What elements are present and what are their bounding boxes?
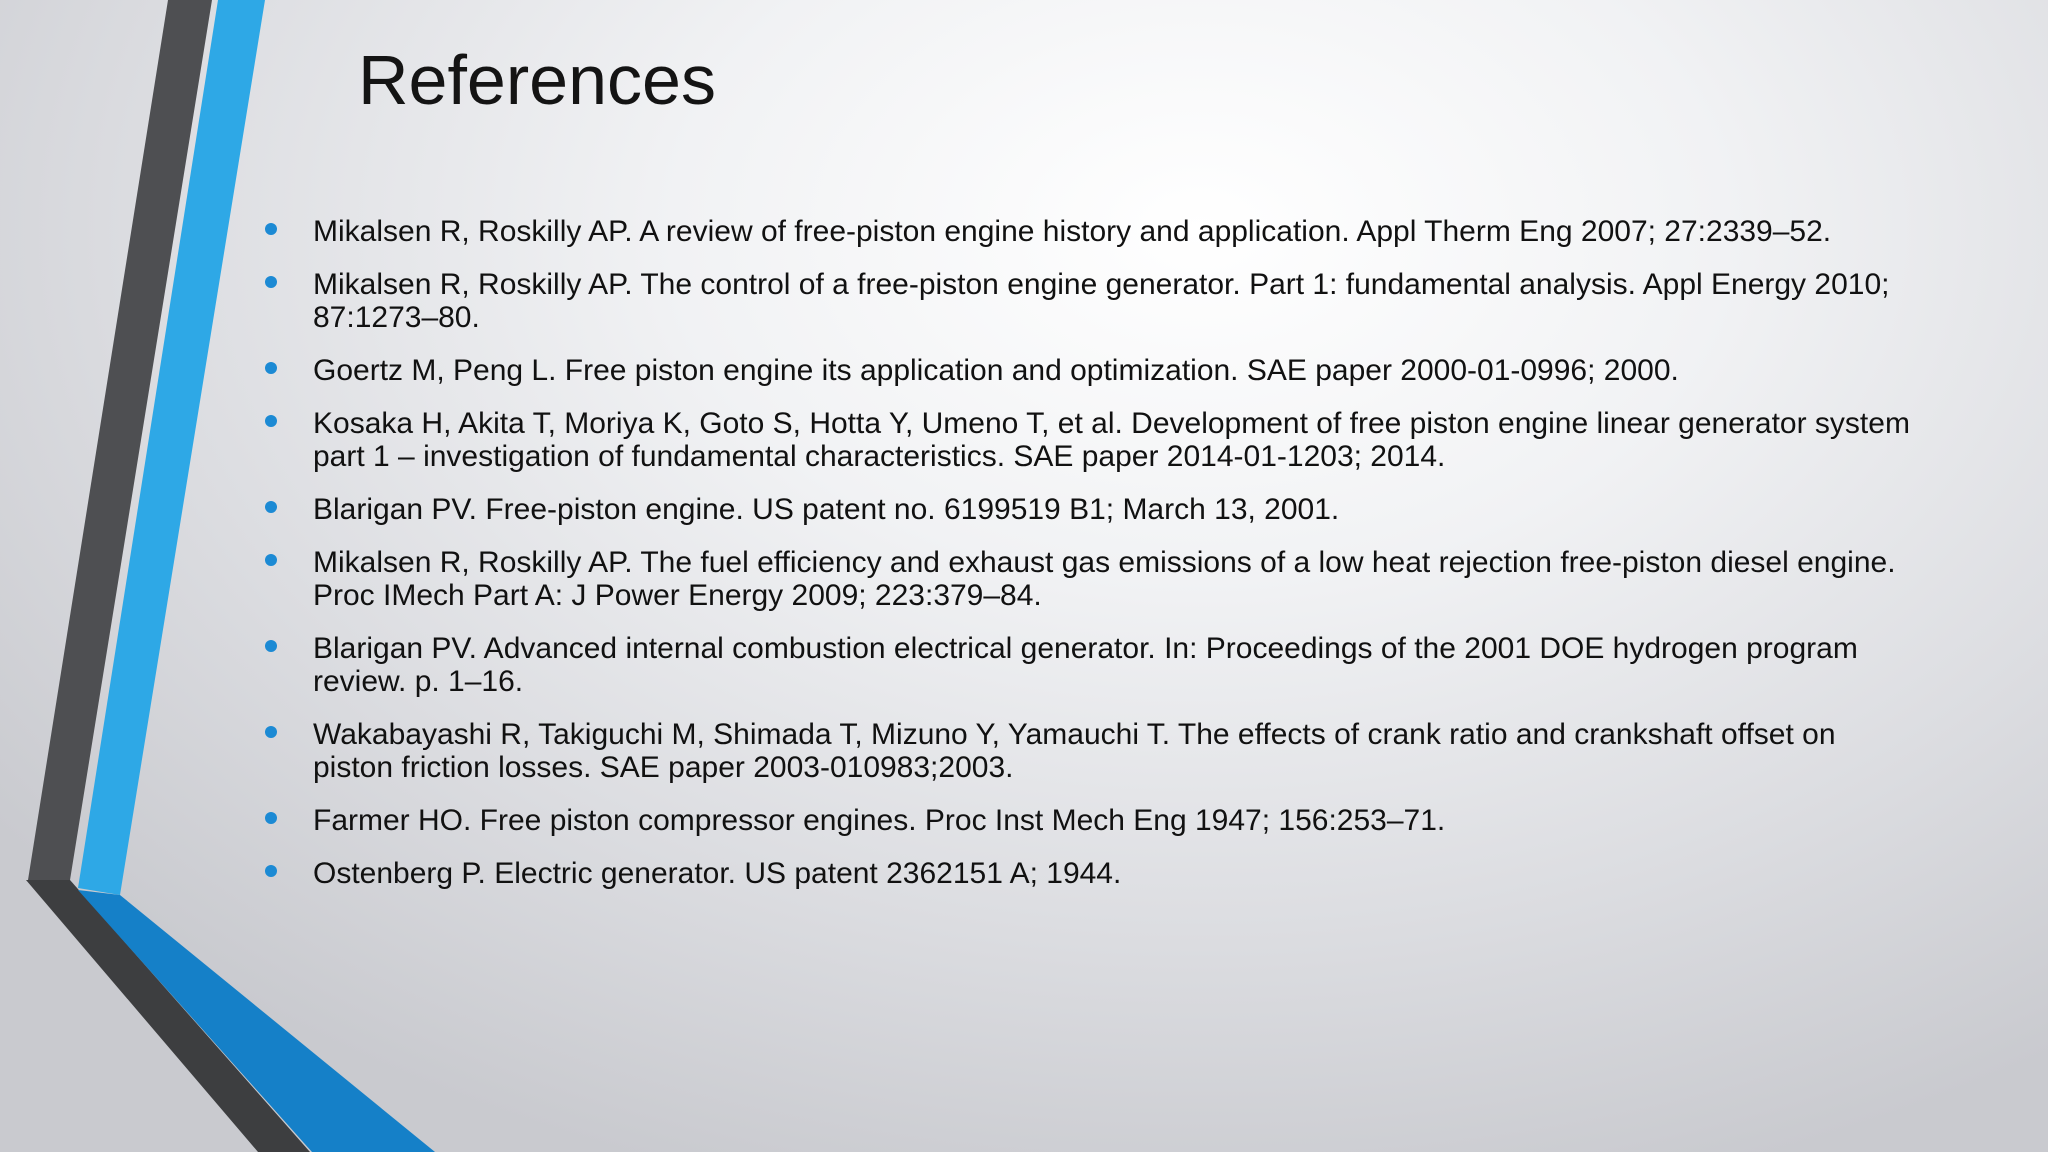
reference-text: Ostenberg P. Electric generator. US patent 2362151 A; 1944.	[313, 857, 1122, 890]
reference-list	[265, 215, 1915, 910]
bullet-icon	[265, 223, 277, 235]
bullet-icon	[265, 640, 277, 652]
reference-item	[265, 354, 1915, 387]
bullet-icon	[265, 812, 277, 824]
bullet-icon	[265, 415, 277, 427]
reference-text: Mikalsen R, Roskilly AP. The fuel efficiency and exhaust gas emissions of a low heat rejection free-piston diesel engine. Proc IMech Part A: J Power Energy 2009; 223:379–84.	[313, 546, 1896, 612]
reference-text: Blarigan PV. Advanced internal combustion electrical generator. In: Proceedings of the 2001 DOE hydrogen program review. p. 1–16.	[313, 632, 1858, 698]
reference-item	[265, 632, 1915, 698]
reference-text: Kosaka H, Akita T, Moriya K, Goto S, Hotta Y, Umeno T, et al. Development of free piston engine linear generator system part 1 – investigation of fundamental characteristics. SAE paper 2014-01-1203; 2014.	[313, 407, 1910, 473]
reference-item	[265, 493, 1915, 526]
bullet-icon	[265, 726, 277, 738]
reference-text: Wakabayashi R, Takiguchi M, Shimada T, Mizuno Y, Yamauchi T. The effects of crank ratio and crankshaft offset on piston friction losses. SAE paper 2003-010983;2003.	[313, 718, 1836, 784]
bullet-icon	[265, 554, 277, 566]
bullet-icon	[265, 865, 277, 877]
reference-text: Blarigan PV. Free-piston engine. US patent no. 6199519 B1; March 13, 2001.	[313, 493, 1340, 526]
reference-item	[265, 546, 1915, 612]
reference-text: Goertz M, Peng L. Free piston engine its application and optimization. SAE paper 2000-01-0996; 2000.	[313, 354, 1679, 387]
bullet-icon	[265, 501, 277, 513]
reference-item	[265, 804, 1915, 837]
reference-item	[265, 718, 1915, 784]
reference-text: Farmer HO. Free piston compressor engines. Proc Inst Mech Eng 1947; 156:253–71.	[313, 804, 1446, 837]
reference-item	[265, 215, 1915, 248]
reference-text: Mikalsen R, Roskilly AP. A review of free-piston engine history and application. Appl Therm Eng 2007; 27:2339–52.	[313, 215, 1832, 248]
reference-item	[265, 407, 1915, 473]
reference-text: Mikalsen R, Roskilly AP. The control of a free-piston engine generator. Part 1: fundamental analysis. Appl Energy 2010; 87:1273–80.	[313, 268, 1890, 334]
bullet-icon	[265, 362, 277, 374]
bullet-icon	[265, 276, 277, 288]
page-title: References	[358, 41, 716, 119]
reference-item	[265, 857, 1915, 890]
reference-item	[265, 268, 1915, 334]
